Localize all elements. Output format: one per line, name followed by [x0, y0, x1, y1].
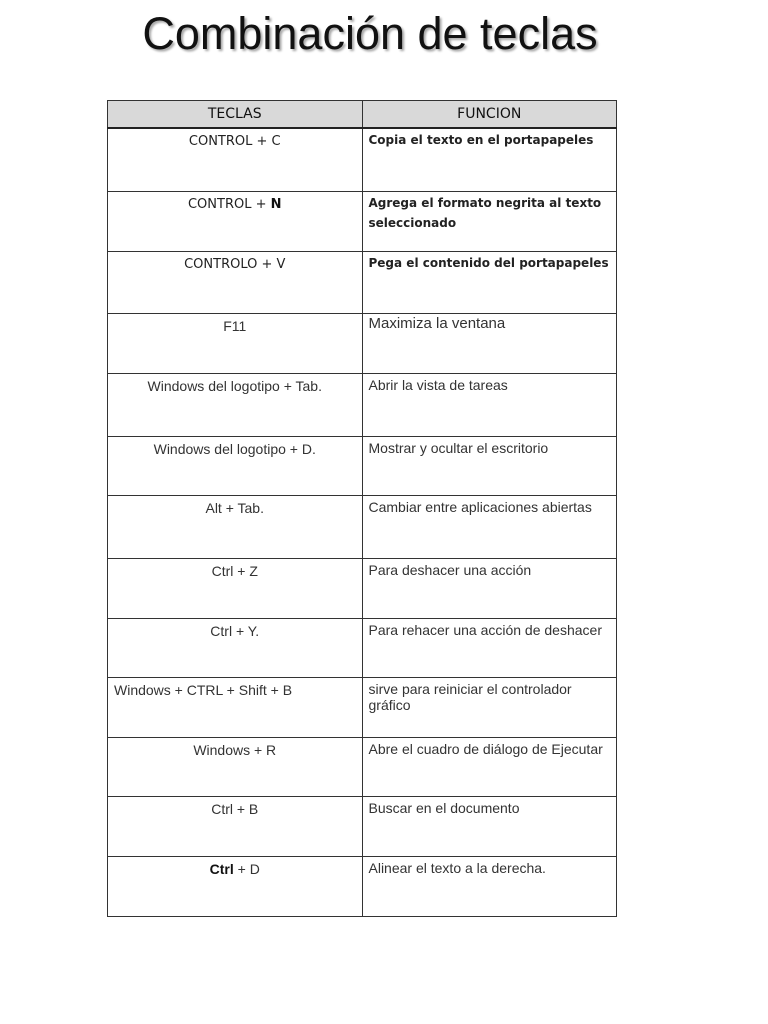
row-function: sirve para reiniciar el controlador gráfico	[362, 677, 617, 737]
header-function: FUNCION	[362, 101, 617, 129]
row-keys: Windows + R	[108, 737, 363, 796]
row-function: Maximiza la ventana	[362, 313, 617, 373]
table-header-row	[108, 101, 617, 129]
row-function: Copia el texto en el portapapeles	[362, 128, 617, 191]
row-keys: Ctrl + B	[108, 796, 363, 856]
row-function: Abre el cuadro de diálogo de Ejecutar	[362, 737, 617, 796]
table-row	[108, 618, 617, 677]
row-keys: Ctrl + Y.	[108, 618, 363, 677]
shortcuts-table	[107, 100, 617, 917]
table-row	[108, 436, 617, 495]
row-function: Pega el contenido del portapapeles	[362, 251, 617, 313]
row-function: Abrir la vista de tareas	[362, 373, 617, 436]
keys-bold-text: N	[270, 196, 282, 212]
row-function: Mostrar y ocultar el escritorio	[362, 436, 617, 495]
row-keys: Windows + CTRL + Shift + B	[108, 677, 363, 737]
row-keys: F11	[108, 313, 363, 373]
row-function: Alinear el texto a la derecha.	[362, 856, 617, 916]
row-function: Buscar en el documento	[362, 796, 617, 856]
row-keys	[108, 191, 363, 251]
table-row	[108, 373, 617, 436]
page-title: Combinación de teclas	[142, 8, 598, 59]
row-keys: Ctrl + Z	[108, 558, 363, 618]
row-keys: Windows del logotipo + Tab.	[108, 373, 363, 436]
keys-bold-text: Ctrl	[209, 860, 234, 877]
table-row	[108, 495, 617, 558]
table-row	[108, 313, 617, 373]
table-row	[108, 128, 617, 191]
table-row	[108, 677, 617, 737]
row-function: Para deshacer una acción	[362, 558, 617, 618]
table-row	[108, 558, 617, 618]
row-keys: CONTROLO + V	[108, 251, 363, 313]
row-keys: CONTROL + C	[108, 128, 363, 191]
table-row	[108, 191, 617, 251]
table-row	[108, 737, 617, 796]
row-function: Agrega el formato negrita al texto seleccionado	[362, 191, 617, 251]
table-row	[108, 251, 617, 313]
row-keys: Windows del logotipo + D.	[108, 436, 363, 495]
row-function: Cambiar entre aplicaciones abiertas	[362, 495, 617, 558]
table-row	[108, 796, 617, 856]
keys-text: + D	[233, 860, 260, 877]
header-keys: TECLAS	[108, 101, 363, 129]
row-keys	[108, 856, 363, 916]
row-function: Para rehacer una acción de deshacer	[362, 618, 617, 677]
keys-text: CONTROL +	[187, 196, 271, 212]
table-row	[108, 856, 617, 916]
row-keys: Alt + Tab.	[108, 495, 363, 558]
